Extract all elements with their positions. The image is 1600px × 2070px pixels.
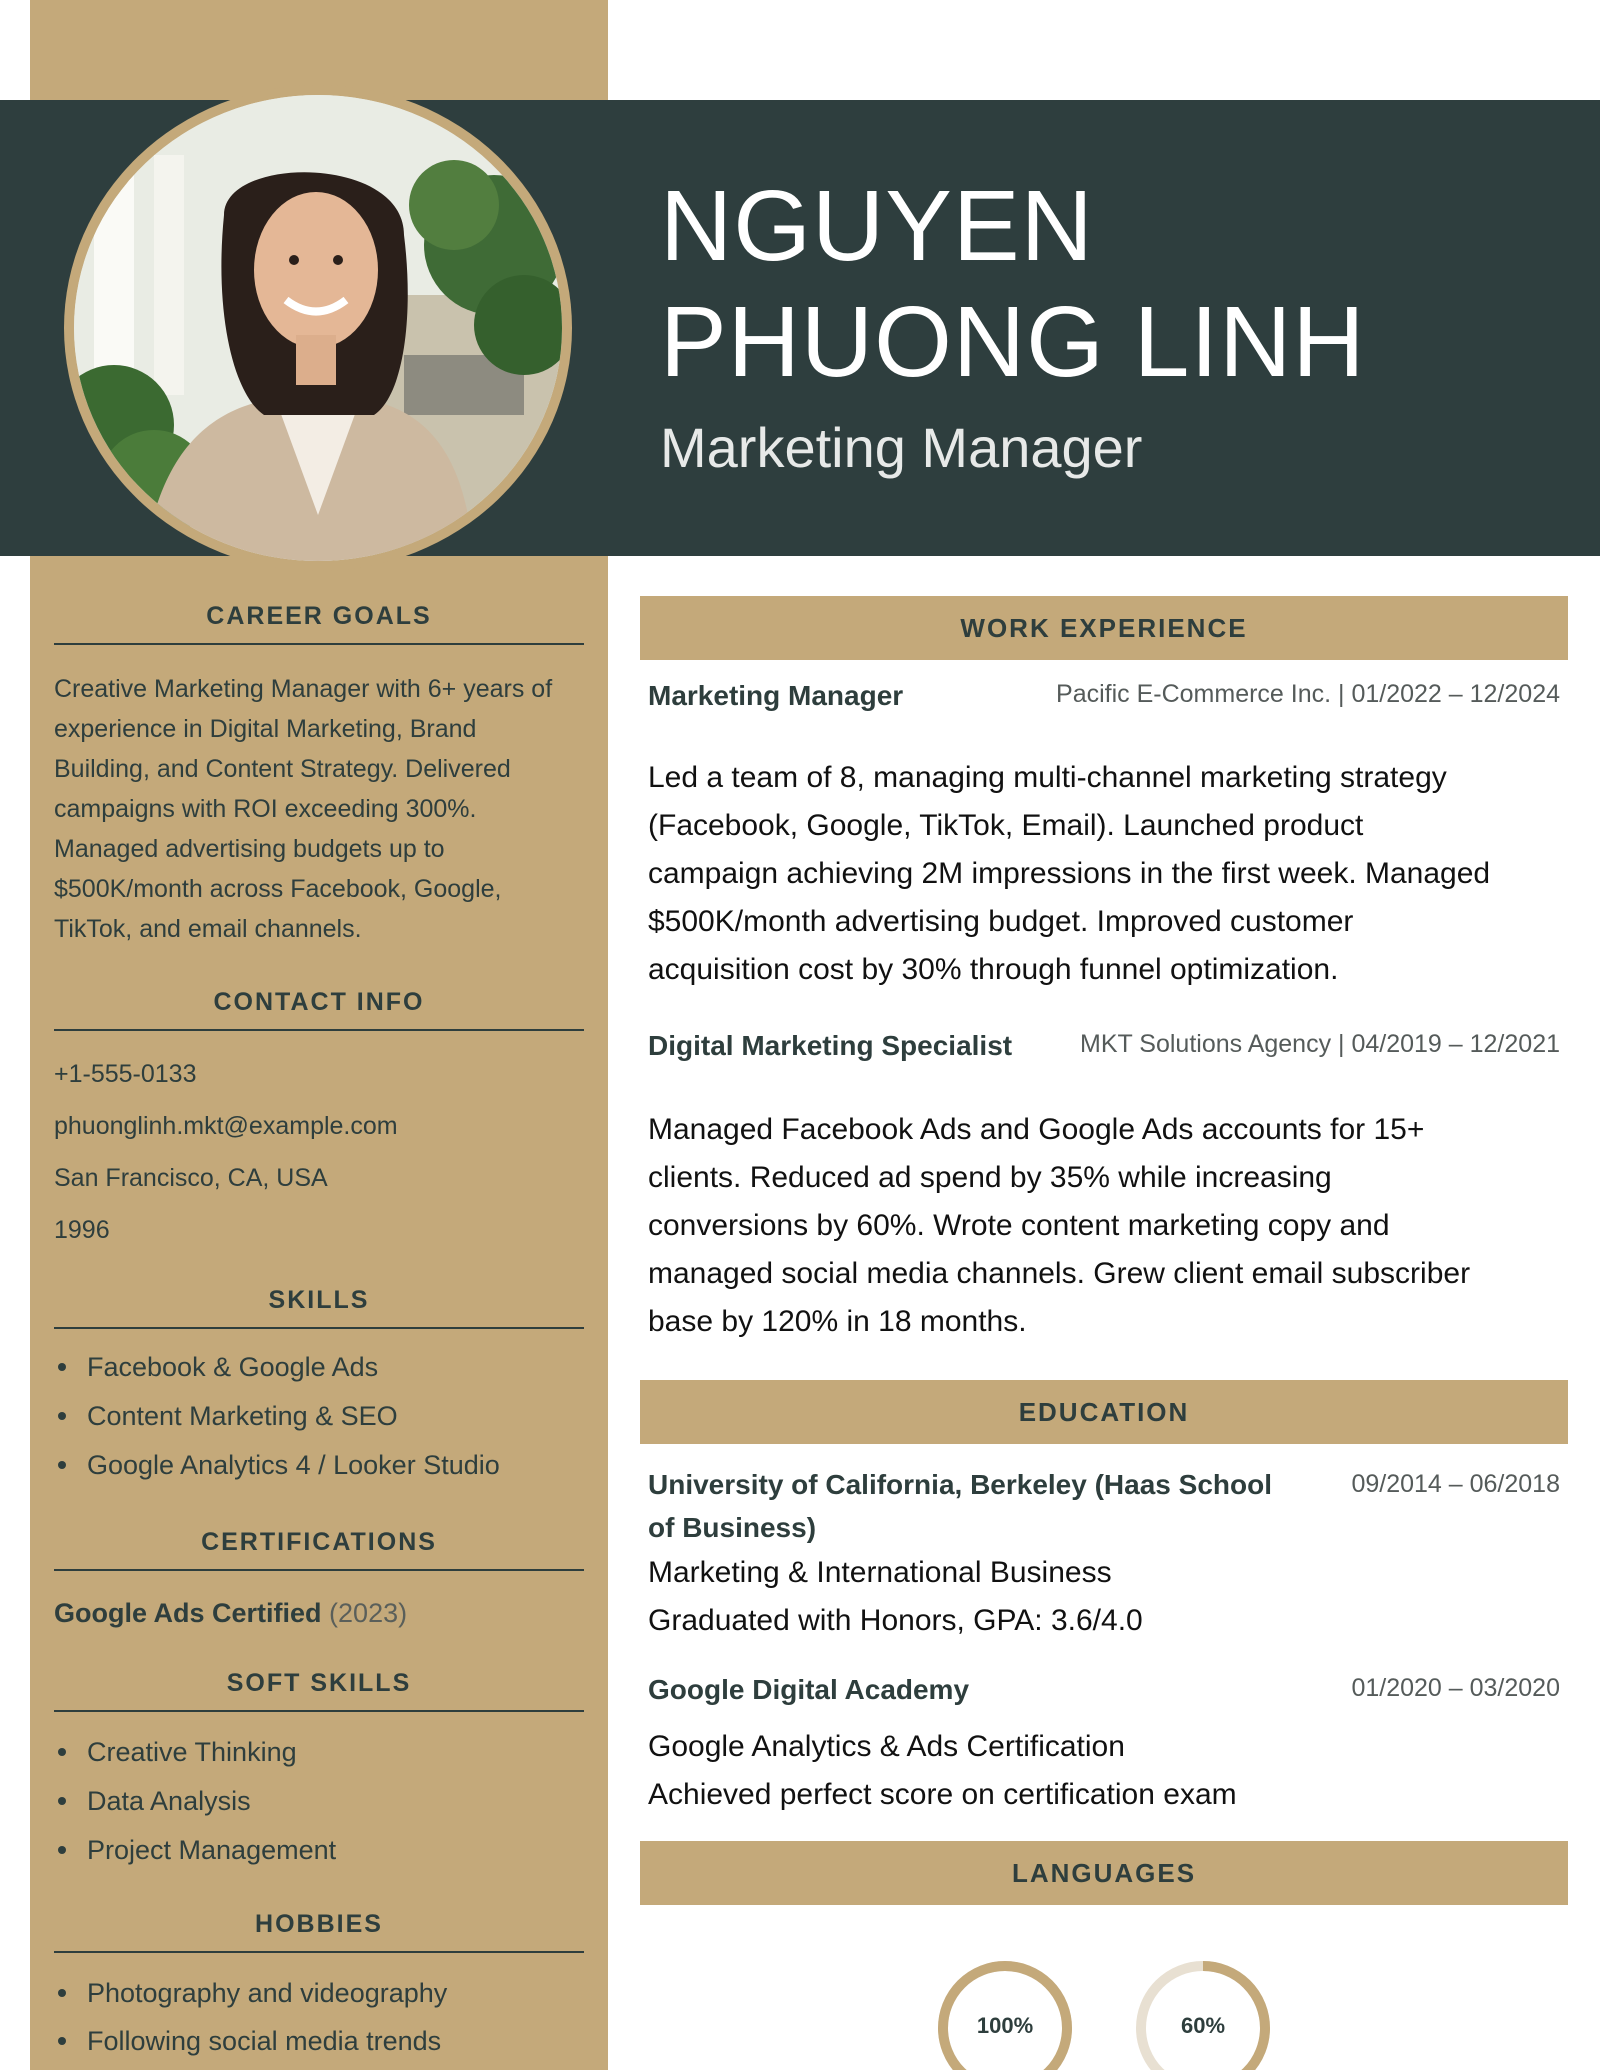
education-heading: EDUCATION: [640, 1380, 1568, 1444]
certifications-section: [54, 1528, 584, 1633]
languages-heading: LANGUAGES: [640, 1841, 1568, 1905]
hobbies-section: [54, 1910, 584, 2061]
job-entry: [648, 680, 1560, 1010]
contact-phone: +1-555-0133: [54, 1060, 197, 1088]
list-item: Content Marketing & SEO: [54, 1396, 584, 1436]
job-meta: MKT Solutions Agency | 04/2019 – 12/2021: [1080, 1030, 1560, 1058]
list-item: Following social media trends: [54, 2021, 584, 2061]
career-goals-line: TikTok, and email channels.: [54, 915, 362, 943]
education-date: 09/2014 – 06/2018: [1351, 1470, 1560, 1498]
job-description-line: (Facebook, Google, TikTok, Email). Launched product: [648, 809, 1364, 842]
name-line-2: PHUONG LINH: [660, 286, 1366, 398]
career-goals-section: [54, 602, 584, 949]
hobbies-heading: HOBBIES: [54, 1910, 584, 1953]
list-item: Creative Thinking: [54, 1732, 584, 1772]
job-description-line: Led a team of 8, managing multi-channel marketing strategy: [648, 761, 1447, 794]
career-goals-line: Creative Marketing Manager with 6+ years of: [54, 675, 553, 703]
education-detail: Marketing & International Business: [648, 1556, 1112, 1589]
education-detail: Graduated with Honors, GPA: 3.6/4.0: [648, 1604, 1143, 1637]
contact-heading: CONTACT INFO: [54, 988, 584, 1031]
career-goals-heading: CAREER GOALS: [54, 602, 584, 645]
education-date: 01/2020 – 03/2020: [1351, 1674, 1560, 1702]
soft-skills-heading: SOFT SKILLS: [54, 1669, 584, 1712]
job-description-line: $500K/month advertising budget. Improved customer: [648, 905, 1354, 938]
education-school-line: University of California, Berkeley (Haas School: [648, 1469, 1272, 1500]
career-goals-line: Managed advertising budgets up to: [54, 835, 445, 863]
job-description-line: campaign achieving 2M impressions in the first week. Managed: [648, 857, 1491, 890]
skills-heading: SKILLS: [54, 1286, 584, 1329]
soft-skills-list: [54, 1732, 584, 1870]
education-school: [648, 1463, 1308, 1549]
job-meta: Pacific E-Commerce Inc. | 01/2022 – 12/2024: [1056, 680, 1560, 708]
work-experience-heading: WORK EXPERIENCE: [640, 596, 1568, 660]
candidate-name: [660, 168, 1366, 400]
career-goals-text: [54, 669, 584, 949]
list-item: Data Analysis: [54, 1781, 584, 1821]
profile-photo-illustration: [74, 95, 562, 561]
list-item: Photography and videography: [54, 1973, 584, 2013]
job-title: Digital Marketing Specialist: [648, 1030, 1013, 1061]
skills-section: [54, 1286, 584, 1485]
job-description: [648, 1106, 1560, 1346]
job-description-line: conversions by 60%. Wrote content marketing copy and: [648, 1209, 1390, 1242]
career-goals-line: experience in Digital Marketing, Brand: [54, 715, 477, 743]
education-school: Google Digital Academy: [648, 1674, 970, 1705]
language-level-label: 100%: [976, 2013, 1034, 2038]
profile-photo: [74, 95, 562, 561]
education-detail: Achieved perfect score on certification exam: [648, 1778, 1237, 1811]
list-item: Project Management: [54, 1830, 584, 1870]
soft-skills-section: [54, 1669, 584, 1870]
job-description-line: acquisition cost by 30% through funnel optimization.: [648, 953, 1339, 986]
certification-entry: [54, 1593, 584, 1633]
list-item: Google Analytics 4 / Looker Studio: [54, 1445, 584, 1485]
contact-birth-year: 1996: [54, 1216, 110, 1244]
contact-email: phuonglinh.mkt@example.com: [54, 1112, 398, 1140]
language-level-label: 60%: [1180, 2013, 1226, 2038]
career-goals-line: Building, and Content Strategy. Delivered: [54, 755, 511, 783]
career-goals-line: campaigns with ROI exceeding 300%.: [54, 795, 477, 823]
education-school-line: of Business): [648, 1512, 817, 1543]
certification-name: Google Ads Certified: [54, 1598, 322, 1628]
job-entry: [648, 1030, 1560, 1360]
job-description: [648, 754, 1560, 994]
career-goals-line: $500K/month across Facebook, Google,: [54, 875, 502, 903]
name-line-1: NGUYEN: [660, 170, 1094, 282]
job-description-line: Managed Facebook Ads and Google Ads accounts for 15+: [648, 1113, 1425, 1146]
hobbies-list: [54, 1973, 584, 2061]
education-detail: Google Analytics & Ads Certification: [648, 1730, 1125, 1763]
contact-location: San Francisco, CA, USA: [54, 1164, 328, 1192]
certifications-heading: CERTIFICATIONS: [54, 1528, 584, 1571]
job-title: Marketing Manager: [648, 680, 904, 711]
profile-photo-frame: [64, 85, 572, 571]
list-item: Facebook & Google Ads: [54, 1347, 584, 1387]
contact-section: [54, 988, 584, 1249]
job-role: Marketing Manager: [660, 416, 1143, 479]
job-description-line: base by 120% in 18 months.: [648, 1305, 1027, 1338]
skills-list: [54, 1347, 584, 1485]
certification-year: (2023): [329, 1598, 408, 1628]
job-description-line: managed social media channels. Grew client email subscriber: [648, 1257, 1471, 1290]
job-description-line: clients. Reduced ad spend by 35% while increasing: [648, 1161, 1332, 1194]
